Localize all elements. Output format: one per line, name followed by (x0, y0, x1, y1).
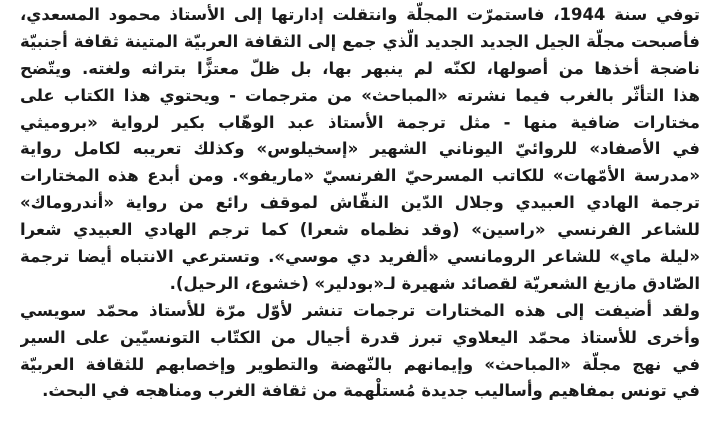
text-line: للشاعر الفرنسي «راسين» (وقد نظماه شعرا) كما ترجم الهادي العبيدي شعرا (20, 220, 700, 240)
text-line: «ليلة ماي» للشاعر الرومانسي «ألفريد دي موسي». وتسترعي الانتباه أيضا ترجمة (20, 247, 700, 267)
text-line: وأخرى للأستاذ محمّد اليعلاوي تبرز قدرة أجيال من الكتّاب التونسيّين على السير (20, 327, 700, 347)
text-line: في تونس بمفاهيم وأساليب جديدة مُستلْهمة من ثقافة الغرب ومناهجه في البحث. (42, 381, 700, 401)
article-body (20, 2, 700, 405)
text-line: هذا التأثّر بالغرب فيما نشرته «المباحث» من مترجمات - ويحتوي هذا الكتاب على (20, 85, 700, 105)
paragraph-1 (20, 2, 700, 298)
text-line: في نهج مجلّة «المباحث» وإيمانهم بالنّهضة والتطوير وإخصابهم للثقافة العربيّة (20, 354, 700, 374)
text-line: ولقد أضيفت إلى هذه المختارات ترجمات تنشر لأوّل مرّة للأستاذ محمّد سويسي (20, 300, 700, 320)
text-line: «مدرسة الأمّهات» للكاتب المسرحيّ الفرنسيّ «ماريفو». ومن أبدع هذه المختارات (20, 166, 700, 186)
text-line: ناضجة أخذها من أصولها، لكنّه لم ينبهر بها، بل ظلّ معتزًّا بتراثه ولغته. ويتّضح (20, 58, 700, 78)
text-line: توفي سنة 1944، فاستمرّت المجلّة وانتقلت إدارتها إلى الأستاذ محمود المسعدي، (20, 5, 700, 24)
paragraph-2 (20, 298, 700, 406)
text-line: الصّادق مازيغ الشعريّة لقصائد شهيرة لـ«بودلير» (خشوع، الرحيل). (169, 273, 700, 293)
text-line: ترجمة الهادي العبيدي وجلال الدّين النقّاش لموقف رائع من رواية «أندروماك» (20, 193, 700, 213)
text-line: في الأصفاد» للروائيّ اليوناني الشهير «إسخيلوس» وكذلك تعريبه لكامل رواية (20, 139, 700, 159)
text-line: مختارات ضافية منها - مثل ترجمة الأستاذ عبد الوهّاب بكير لرواية «بروميثي (20, 112, 700, 132)
text-line: فأصبحت مجلّة الجيل الجديد الجديد الّذي جمع إلى الثقافة العربيّة المتينة ثقافة أجنبيّة (20, 31, 700, 51)
